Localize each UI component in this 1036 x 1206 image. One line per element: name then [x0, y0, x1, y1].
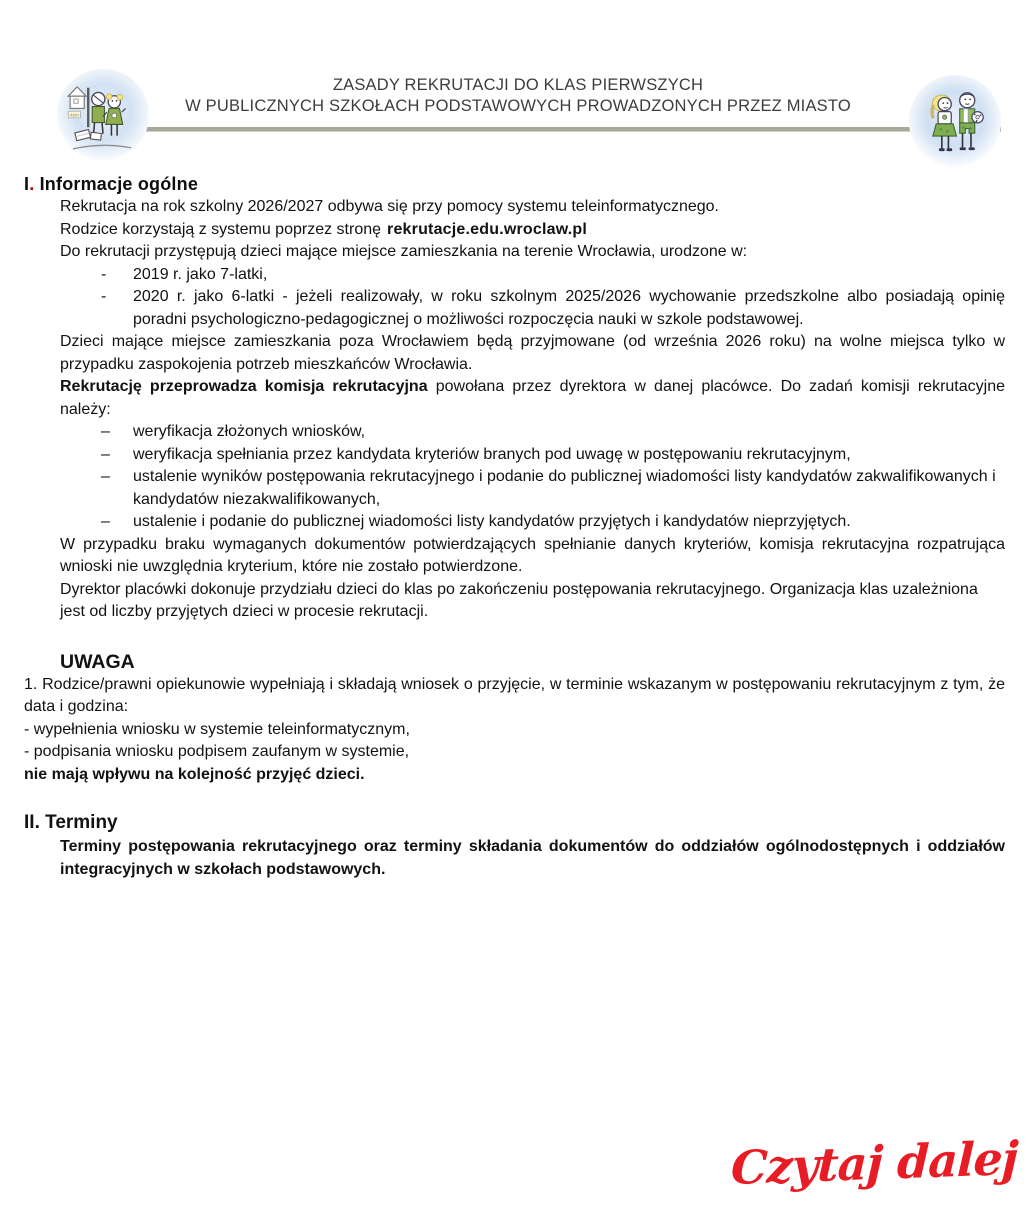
paragraph-parents-site	[60, 219, 1005, 242]
list-item	[97, 421, 1005, 444]
list-bullet: –	[101, 468, 110, 485]
section-2-label: Terminy	[45, 812, 118, 833]
paragraph-commission	[60, 376, 1005, 421]
commission-rest-text: powołana przez dyrektora w danej placówce. Do zadań komisji rekrutacyjne należy:	[60, 378, 1006, 418]
notice-item-1: - wypełnienia wniosku w systemie teleinformatycznym,	[24, 720, 410, 738]
list-item-text: ustalenie wyników postępowania rekrutacyjnego i podanie do publicznej wiadomości listy kandydatów zakwalifikowanych i kandydatów niezakwalifikowanych,	[133, 468, 996, 508]
list-item	[97, 466, 1005, 511]
notice-heading: UWAGA	[60, 650, 135, 673]
paragraph-recruitment-system: Rekrutacja na rok szkolny 2026/2027 odbywa się przy pomocy systemu teleinformatycznego.	[60, 198, 719, 215]
section-1-red-dot: .	[29, 174, 35, 194]
commission-bold-text: Rekrutację przeprowadza komisja rekrutacyjna	[60, 378, 428, 395]
list-bullet: –	[101, 513, 110, 530]
title-line-2: W PUBLICZNYCH SZKOŁACH PODSTAWOWYCH PROWADZONYCH PRZEZ MIASTO	[185, 97, 851, 115]
list-item-text: ustalenie i podanie do publicznej wiadomości listy kandydatów przyjętych i kandydatów nieprzyjętych.	[133, 513, 851, 530]
section-2-heading	[24, 810, 1005, 836]
list-bullet: -	[101, 265, 107, 283]
list-item-text: weryfikacja złożonych wniosków,	[133, 423, 366, 440]
section-1-heading	[24, 172, 1005, 196]
section-2-numeral: II	[24, 812, 35, 833]
birth-year-list	[97, 264, 1005, 332]
paragraph-eligibility: Do rekrutacji przystępują dzieci mające miejsce zamieszkania na terenie Wrocławia, urodzone w:	[60, 243, 748, 260]
section-2-dot: .	[34, 812, 40, 833]
title-line-1: ZASADY REKRUTACJI DO KLAS PIERWSZYCH	[332, 76, 704, 94]
list-item	[97, 511, 1005, 534]
notice-paragraph: 1. Rodzice/prawni opiekunowie wypełniają i składają wniosek o przyjęcie, w terminie wskazanym w postępowaniu rekrutacyjnym z tym, że data i godzina:	[24, 675, 1005, 715]
list-item	[97, 444, 1005, 467]
parents-site-text: Rodzice korzystają z systemu poprzez stronę	[60, 220, 382, 238]
list-bullet: -	[101, 288, 107, 305]
list-item-text: 2020 r. jako 6-latki - jeżeli realizowały, w roku szkolnym 2025/2026 wychowanie przedszkolne albo posiadają opinię poradni psychologiczno-pedagogicznej o możliwości rozpoczęcia nauki w szkole podstawowej.	[133, 288, 1005, 328]
paragraph-missing-documents: W przypadku braku wymaganych dokumentów potwierdzających spełnianie danych kryteriów, komisja rekrutacyjna rozpatrująca wnioski nie uwzględnia kryterium, które nie zostało potwierdzone.	[60, 535, 1005, 575]
read-more-link[interactable]: Czytaj dalej	[730, 1130, 1019, 1196]
notice-item-2: - podpisania wniosku podpisem zaufanym w systemie,	[24, 743, 410, 760]
recruitment-site-url: rekrutacje.edu.wroclaw.pl	[387, 220, 588, 238]
list-bullet: –	[101, 445, 110, 463]
svg-text:4cm: 4cm	[70, 112, 79, 118]
list-bullet: –	[101, 423, 110, 440]
section-1-numeral: I	[24, 174, 30, 194]
list-item	[97, 286, 1005, 331]
list-item-text: 2019 r. jako 7-latki,	[133, 265, 268, 283]
paragraph-non-residents: Dzieci mające miejsce zamieszkania poza Wrocławiem będą przyjmowane (od września 2026 roku) na wolne miejsca tylko w przypadku zaspokojenia potrzeb mieszkańców Wrocławia.	[60, 333, 1005, 373]
section-1-label: Informacje ogólne	[39, 174, 199, 194]
notice-bold-conclusion: nie mają wpływu na kolejność przyjęć dzieci.	[24, 765, 365, 783]
list-item-text: weryfikacja spełniania przez kandydata kryteriów branych pod uwagę w postępowaniu rekrutacyjnym,	[133, 445, 851, 463]
paragraph-director: Dyrektor placówki dokonuje przydziału dzieci do klas po zakończeniu postępowania rekrutacyjnego. Organizacja klas uzależniona jest od liczby przyjętych dzieci w procesie rekrutacji.	[60, 580, 978, 620]
paragraph-terms-intro: Terminy postępowania rekrutacyjnego oraz terminy składania dokumentów do oddziałów ogólnodostępnych i oddziałów integracyjnych w szkołach podstawowych.	[60, 838, 1005, 878]
list-item	[97, 264, 1005, 287]
commission-tasks-list	[97, 421, 1005, 534]
